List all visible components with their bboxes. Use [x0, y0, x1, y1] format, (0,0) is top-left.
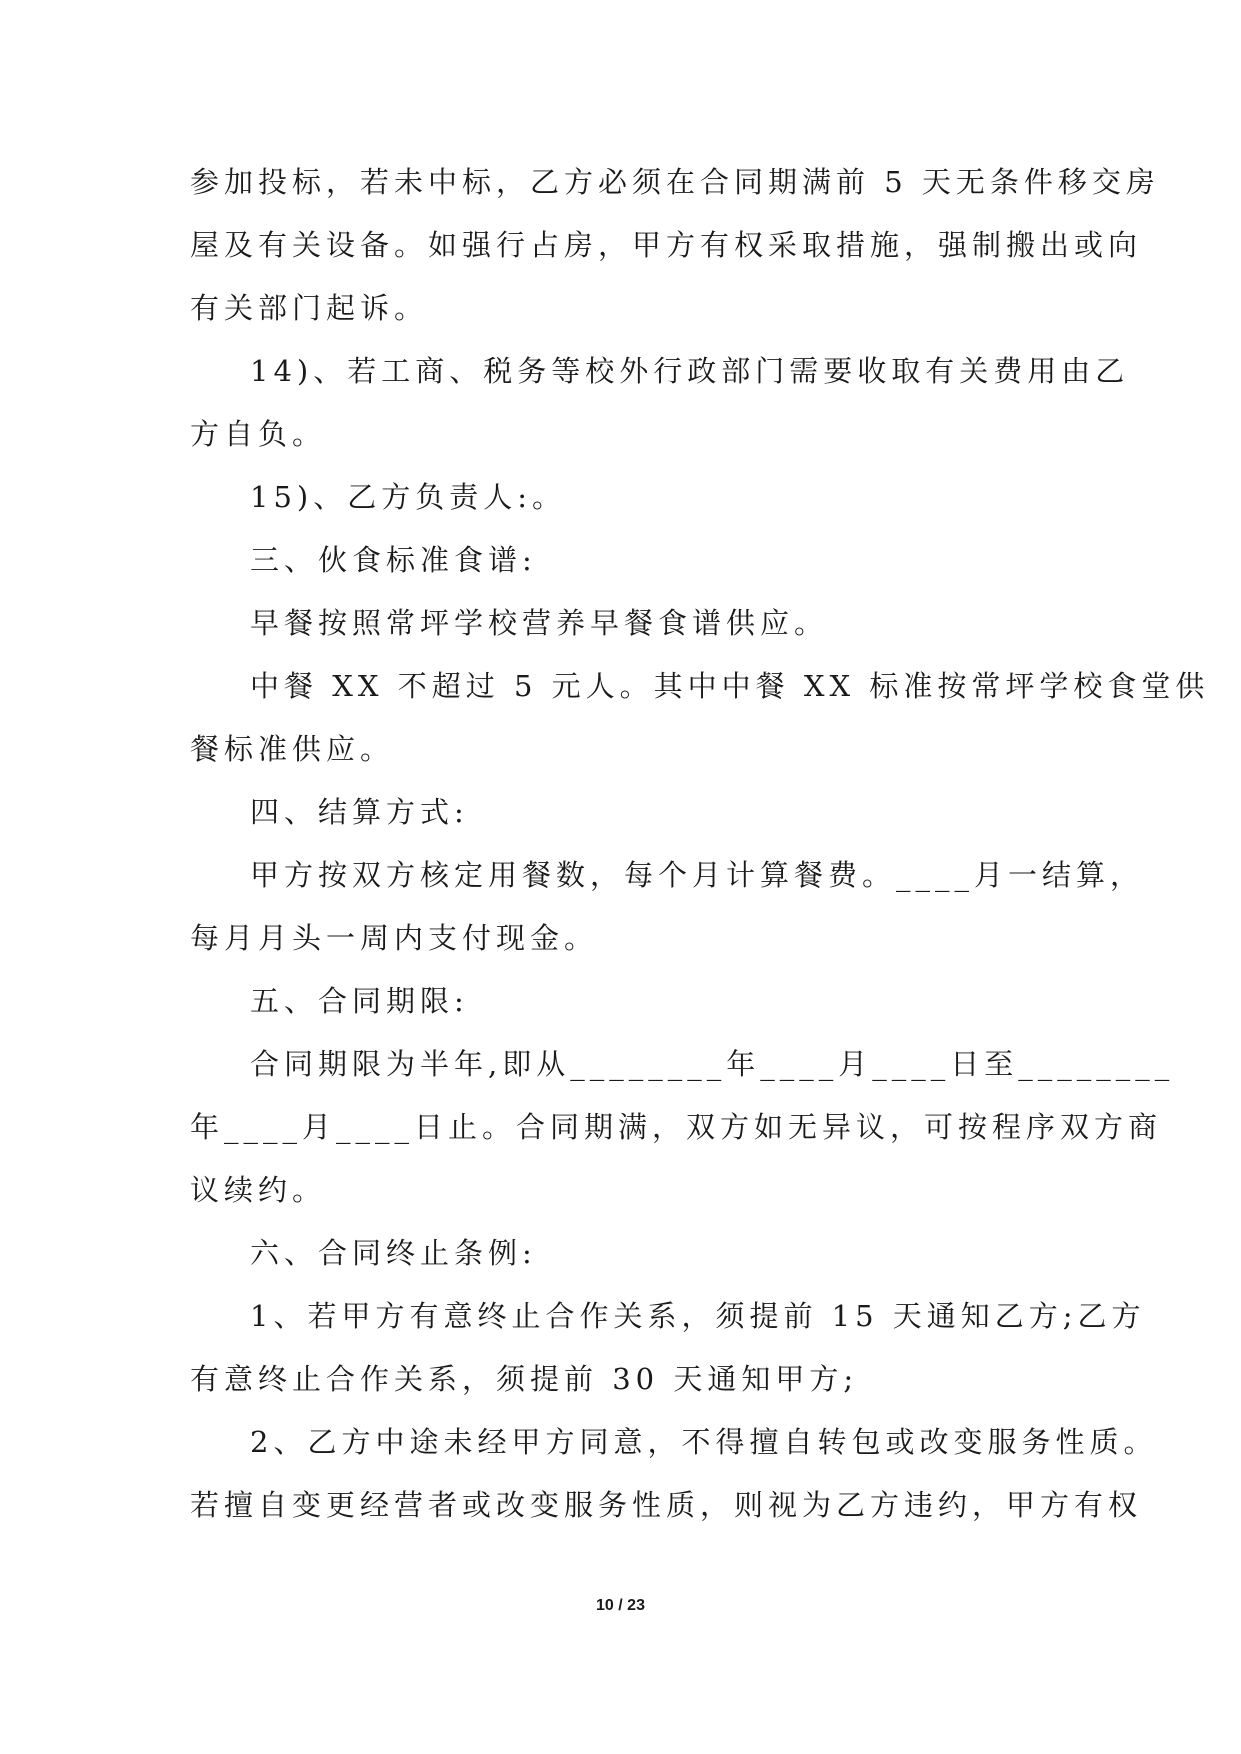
text-line: 早餐按照常坪学校营养早餐食谱供应。: [250, 606, 829, 640]
section-heading: 三、伙食标准食谱:: [250, 543, 537, 577]
page-number: 10 / 23: [596, 1597, 645, 1614]
section-heading: 四、结算方式:: [250, 795, 469, 829]
text-line: 餐标准供应。: [190, 732, 395, 766]
text-line: 2、乙方中途未经甲方同意，不得擅自转包或改变服务性质。: [250, 1425, 1158, 1459]
text-line: 14)、若工商、税务等校外行政部门需要收取有关费用由乙: [250, 354, 1130, 388]
text-line: 年____月____日止。合同期满，双方如无异议，可按程序双方商: [190, 1110, 1163, 1144]
text-line: 议续约。: [190, 1173, 327, 1207]
text-line: 每月月头一周内支付现金。: [190, 921, 599, 955]
text-line: 1、若甲方有意终止合作关系，须提前 15 天通知乙方;乙方: [250, 1299, 1146, 1333]
text-line: 有关部门起诉。: [190, 291, 429, 325]
text-line: 方自负。: [190, 417, 327, 451]
section-heading: 五、合同期限:: [250, 984, 469, 1018]
section-heading: 六、合同终止条例:: [250, 1236, 537, 1270]
text-line: 合同期限为半年,即从________年____月____日至________: [250, 1047, 1175, 1081]
text-line: 有意终止合作关系，须提前 30 天通知甲方;: [190, 1362, 859, 1396]
text-line: 15)、乙方负责人:。: [250, 480, 566, 514]
text-line: 若擅自变更经营者或改变服务性质，则视为乙方违约，甲方有权: [190, 1488, 1143, 1522]
text-line: 中餐 XX 不超过 5 元人。其中中餐 XX 标准按常坪学校食堂供: [250, 669, 1210, 703]
text-line: 屋及有关设备。如强行占房，甲方有权采取措施，强制搬出或向: [190, 228, 1143, 262]
text-line: 参加投标，若未中标，乙方必须在合同期满前 5 天无条件移交房: [190, 165, 1160, 199]
text-line: 甲方按双方核定用餐数，每个月计算餐费。____月一结算，: [250, 858, 1145, 892]
